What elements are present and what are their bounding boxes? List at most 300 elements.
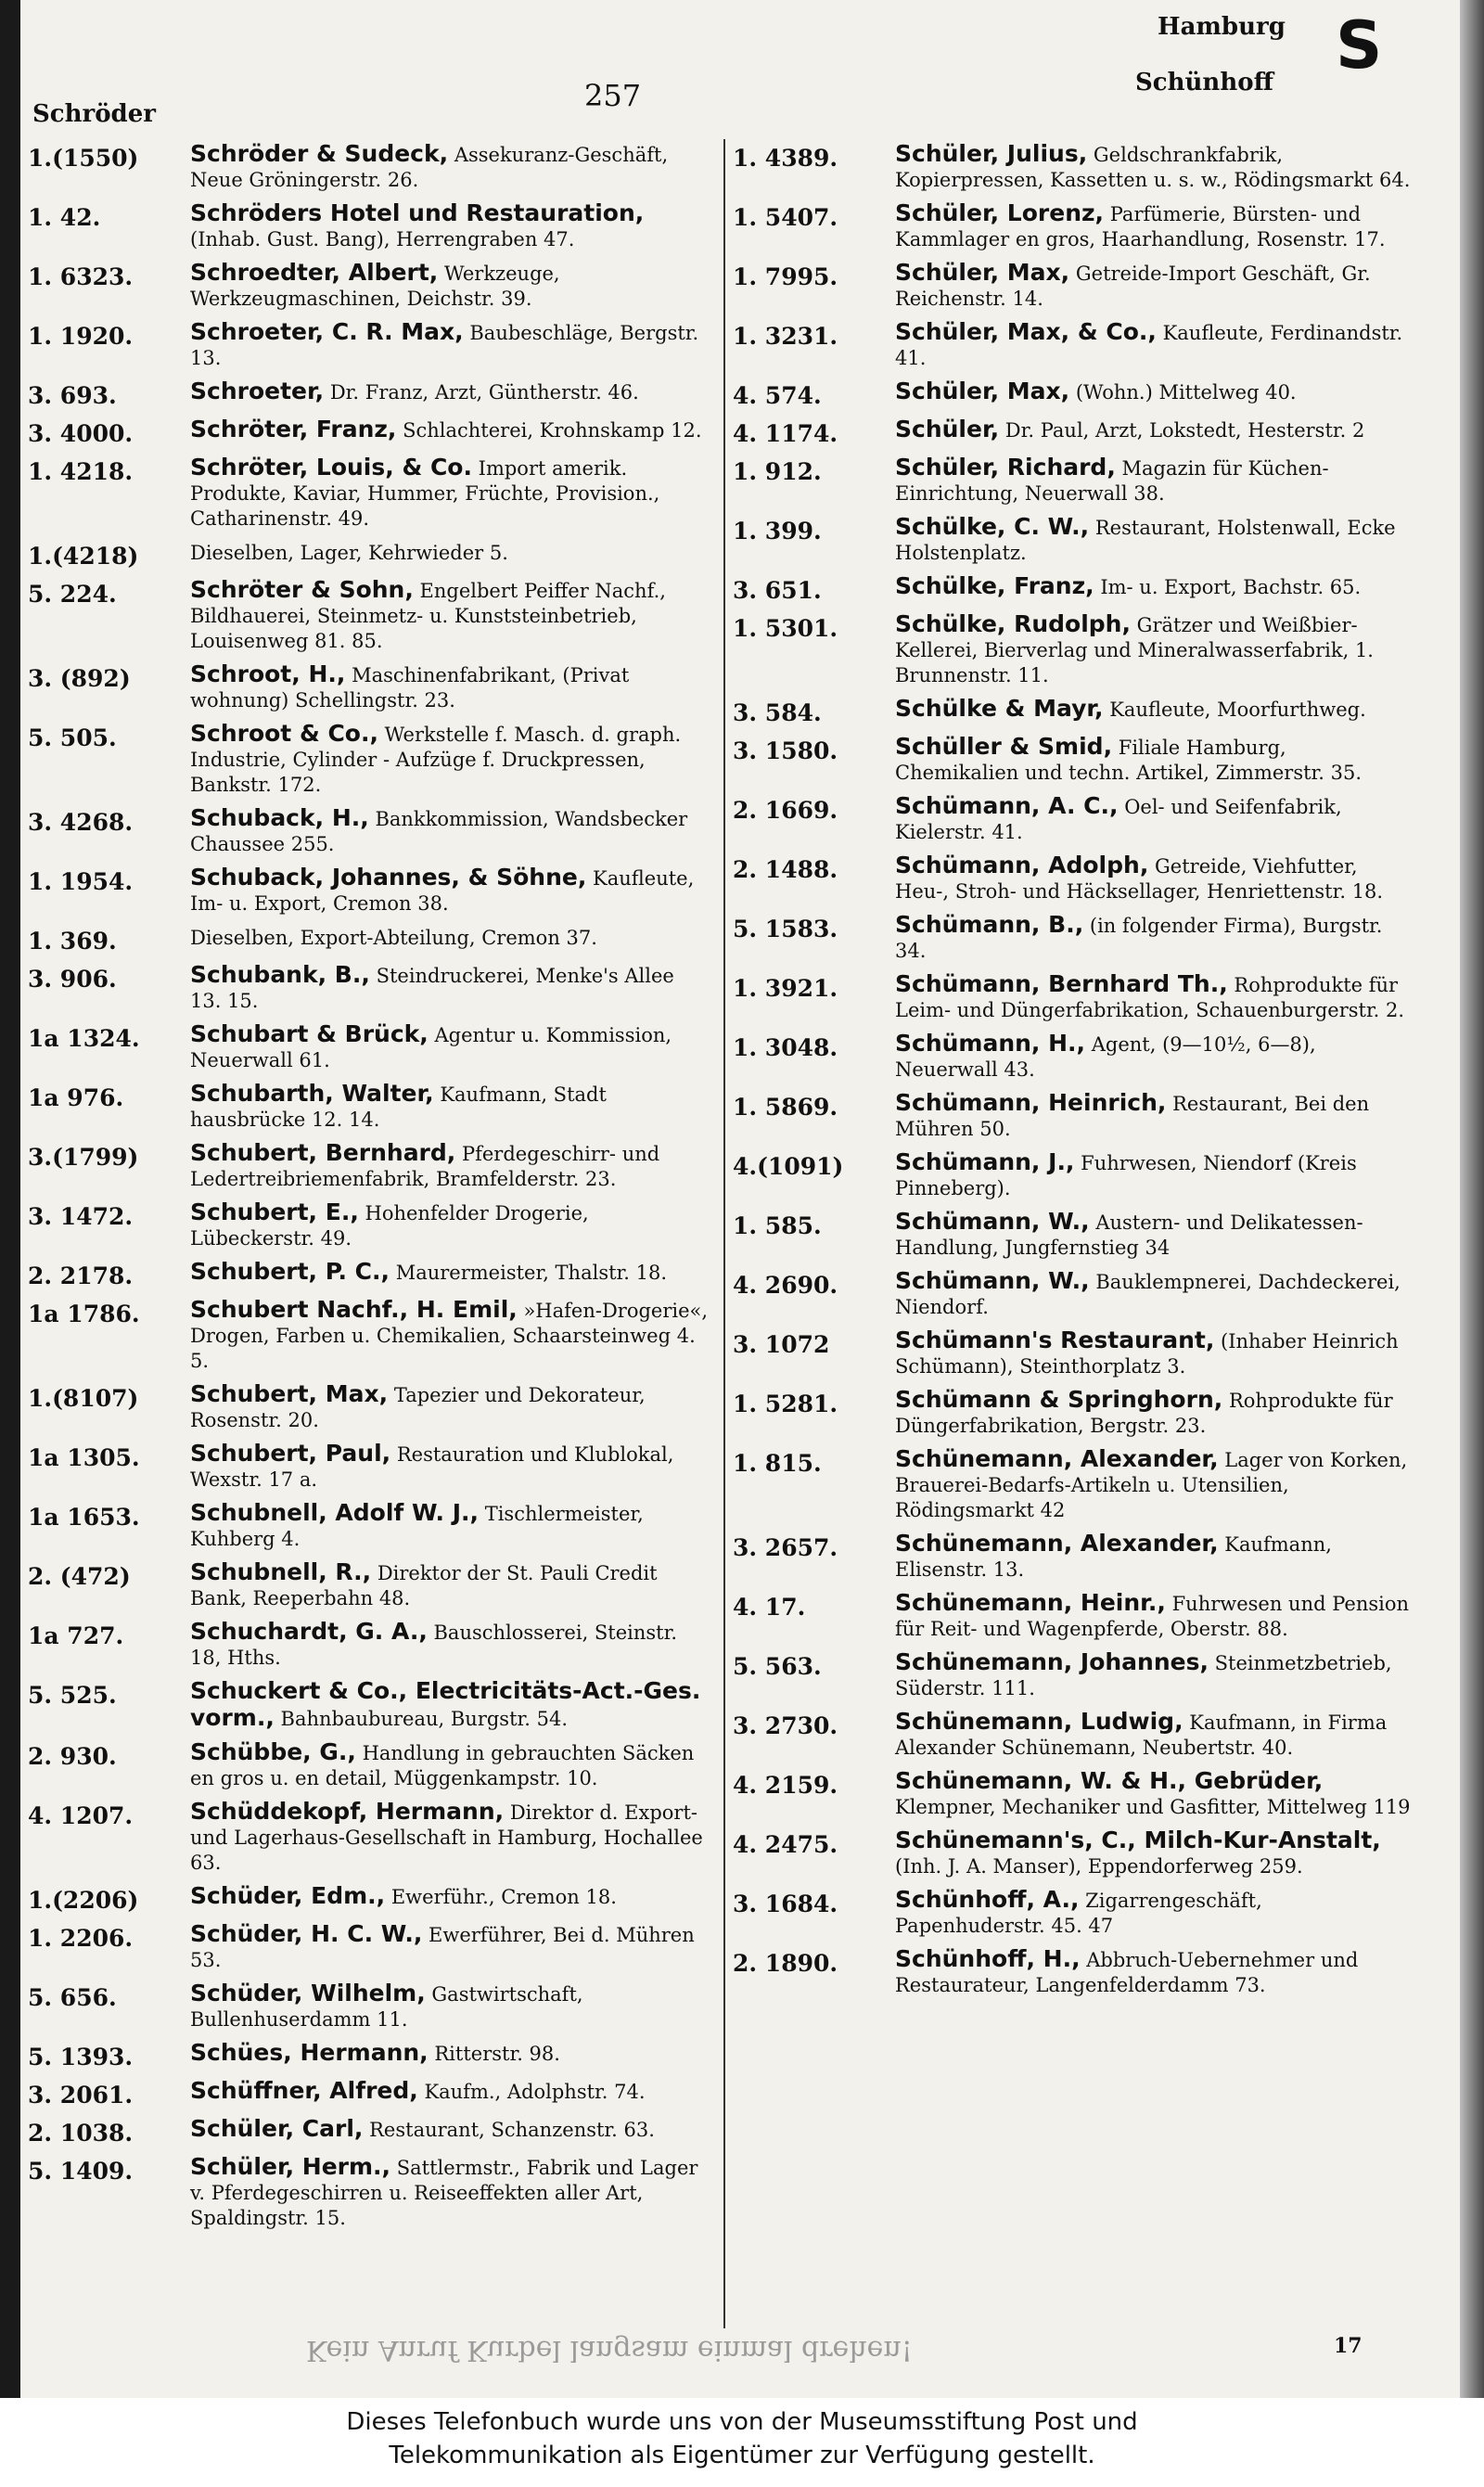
directory-entry: [28, 1799, 710, 1876]
entry-text: [190, 539, 710, 570]
phone-number: 1. 1920.: [28, 323, 134, 350]
entry-text: [895, 1887, 1415, 1939]
entry-name: Schümann & Springhorn,: [895, 1386, 1223, 1413]
entry-name: Schubnell, R.,: [190, 1558, 372, 1585]
directory-entry: [28, 577, 710, 654]
entry-text: [895, 1387, 1415, 1439]
entry-details: Baubeschläge, Bergstr. 13.: [190, 322, 699, 369]
entry-text: [190, 200, 710, 252]
entry-text: [895, 611, 1415, 688]
entry-name: Schüler, Julius,: [895, 140, 1088, 167]
entry-details: Geldschrankfabrik, Kopierpressen, Kassetten u. s. w., Rödingsmarkt 64.: [895, 144, 1411, 191]
directory-entry: [733, 1709, 1415, 1761]
entry-text: [895, 1090, 1415, 1142]
entry-details: Kaufleute, Ferdinandstr. 41.: [895, 322, 1403, 369]
entry-name: Schüler, Carl,: [190, 2115, 364, 2142]
entry-text: [895, 1827, 1415, 1879]
header-keyword: Schröder: [32, 100, 156, 128]
entry-name: Schümann, A. C.,: [895, 792, 1119, 819]
phone-number: 1.(4218): [28, 543, 139, 570]
entry-name: Schüffner, Alfred,: [190, 2077, 418, 2104]
entry-details: (Wohn.) Mittelweg 40.: [1075, 381, 1297, 404]
entry-details: Ritterstr. 98.: [434, 2043, 560, 2065]
entry-text: [190, 1381, 710, 1433]
directory-entry: [28, 260, 710, 312]
directory-entry: [733, 378, 1415, 409]
entry-details: Bankkommission, Wandsbecker Chaussee 255.: [190, 808, 688, 855]
directory-entry: [733, 696, 1415, 726]
phone-number: 2. 1890.: [733, 1950, 838, 1977]
header-city: Hamburg: [1158, 13, 1286, 41]
attribution-footer: [0, 2398, 1484, 2487]
phone-number: 1. 7995.: [733, 263, 838, 290]
entry-name: Schröter & Sohn,: [190, 576, 414, 603]
phone-number: 1a 1786.: [28, 1301, 140, 1327]
attribution-line-2: Telekommunikation als Eigentümer zur Verfügung gestellt.: [389, 2442, 1095, 2469]
entry-details: Dr. Paul, Arzt, Lokstedt, Hesterstr. 2: [1004, 419, 1365, 442]
footnote-strip: [28, 2330, 1456, 2371]
entry-text: [895, 793, 1415, 845]
entry-text: [190, 1559, 710, 1611]
entry-name: Schroedter, Albert,: [190, 259, 439, 286]
entry-name: Schüler, Max,: [895, 259, 1070, 286]
phone-number: 1a 1324.: [28, 1025, 140, 1052]
entry-name: Schümann, Bernhard Th.,: [895, 970, 1228, 997]
entry-details: Filiale Hamburg, Chemikalien und techn. Artikel, Zimmerstr. 35.: [895, 737, 1362, 784]
column-divider: [723, 139, 725, 2328]
entry-text: [895, 853, 1415, 904]
entry-text: [895, 260, 1415, 312]
entry-name: Schüder, H. C. W.,: [190, 1920, 423, 1947]
entry-text: [895, 200, 1415, 252]
page-number: 257: [584, 78, 642, 113]
entry-name: Schröder & Sudeck,: [190, 140, 449, 167]
directory-entry: [28, 2154, 710, 2231]
phone-number: 1. 585.: [733, 1212, 822, 1239]
entry-details: Schlachterei, Krohnskamp 12.: [403, 419, 702, 442]
phone-number: 3. 2061.: [28, 2082, 134, 2109]
phone-number: 2. 930.: [28, 1743, 117, 1770]
entry-name: Schümann, W.,: [895, 1208, 1090, 1235]
entry-details: Restaurant, Bei den Mühren 50.: [895, 1093, 1370, 1140]
entry-text: [190, 2078, 710, 2109]
directory-entry: [733, 1827, 1415, 1879]
entry-details: Im- u. Export, Bachstr. 65.: [1100, 576, 1362, 598]
phone-number: 2. 1038.: [28, 2120, 134, 2147]
entry-name: Schuchardt, G. A.,: [190, 1618, 428, 1645]
entry-name: Schroeter, C. R. Max,: [190, 318, 464, 345]
entry-name: Schüder, Edm.,: [190, 1882, 386, 1909]
entry-name: Schubert Nachf., H. Emil,: [190, 1296, 518, 1323]
entry-name: Schünhoff, A.,: [895, 1886, 1080, 1913]
phone-number: 1a 727.: [28, 1622, 124, 1649]
bleed-through-text: Kein Anruf Kurbel langsam einmal drehen!: [306, 2334, 913, 2366]
phone-number: 4. 2159.: [733, 1772, 838, 1799]
entry-details: Kaufleute, Moorfurthweg.: [1109, 699, 1366, 721]
phone-number: 2. 1488.: [733, 856, 838, 883]
entry-details: Getreide-Import Geschäft, Gr. Reichenstr. 14.: [895, 263, 1371, 310]
phone-number: 5. 1583.: [733, 916, 838, 942]
directory-entry: [733, 1531, 1415, 1583]
entry-name: Schröders Hotel und Restauration,: [190, 199, 645, 226]
directory-entry: [733, 734, 1415, 786]
entry-details: Agentur u. Kommission, Neuerwall 61.: [190, 1024, 672, 1071]
phone-number: 3. 1684.: [733, 1891, 838, 1917]
entry-text: [190, 661, 710, 713]
entry-details: Werkzeuge, Werkzeugmaschinen, Deichstr. 39.: [190, 263, 560, 310]
entry-details: Bahnbaubureau, Burgstr. 54.: [280, 1708, 568, 1730]
entry-text: [895, 319, 1415, 371]
phone-number: 3. 2730.: [733, 1712, 838, 1739]
entry-details: Oel- und Seifenfabrik, Kielerstr. 41.: [895, 796, 1342, 843]
phone-number: 1. 3231.: [733, 323, 838, 350]
directory-entry: [733, 417, 1415, 447]
directory-entry: [733, 1090, 1415, 1142]
entry-text: [190, 141, 710, 193]
phone-number: 4.(1091): [733, 1153, 844, 1180]
entry-text: [190, 1739, 710, 1791]
phone-number: 5. 1393.: [28, 2044, 134, 2070]
entry-name: Schünemann's, C., Milch-Kur-Anstalt,: [895, 1827, 1381, 1853]
directory-entry: [28, 661, 710, 713]
entry-details: Kaufmann, in Firma Alexander Schünemann, Neubertstr. 40.: [895, 1711, 1388, 1759]
entry-name: Schüler, Richard,: [895, 454, 1116, 481]
phone-number: 5. 656.: [28, 1984, 117, 2011]
directory-entry: [28, 141, 710, 193]
phone-number: 2. (472): [28, 1563, 131, 1590]
entry-name: Schünemann, Johannes,: [895, 1648, 1209, 1675]
directory-entry: [28, 1559, 710, 1611]
entry-text: [190, 805, 710, 857]
entry-details: Grätzer und Weißbier-Kellerei, Bierverlag und Mineralwasserfabrik, 1. Brunnenstr. 11.: [895, 614, 1374, 686]
directory-entry: [28, 1297, 710, 1374]
entry-name: Schües, Hermann,: [190, 2039, 429, 2066]
phone-number: 3.(1799): [28, 1144, 139, 1171]
entry-name: Schünemann, Ludwig,: [895, 1708, 1183, 1735]
entry-details: Maschinenfabrikant, (Privat wohnung) Schellingstr. 23.: [190, 664, 630, 711]
entry-text: [190, 1259, 710, 1289]
entry-details: Kaufleute, Im- u. Export, Cremon 38.: [190, 867, 695, 915]
left-column: [28, 141, 710, 2238]
header-letter: S: [1336, 7, 1383, 83]
entry-name: Schüler, Max, & Co.,: [895, 318, 1157, 345]
entry-details: Bauschlosserei, Steinstr. 18, Hths.: [190, 1622, 678, 1669]
phone-number: 1. 3048.: [733, 1034, 838, 1061]
entry-text: [190, 962, 710, 1014]
entry-text: [190, 721, 710, 798]
entry-details: Restaurant, Schanzenstr. 63.: [369, 2119, 655, 2141]
entry-name: Schübbe, G.,: [190, 1738, 356, 1765]
directory-entry: [733, 1887, 1415, 1939]
phone-number: 1. 4218.: [28, 458, 134, 485]
phone-number: 1a 1653.: [28, 1504, 140, 1531]
directory-entry: [28, 200, 710, 252]
directory-entry: [733, 1149, 1415, 1201]
phone-number: 1. 5407.: [733, 204, 838, 231]
page-mark: 17: [1334, 2334, 1362, 2358]
entry-text: [895, 573, 1415, 604]
entry-text: [895, 696, 1415, 726]
phone-number: 4. 1174.: [733, 420, 838, 447]
entry-name: Schubert, P. C.,: [190, 1258, 390, 1285]
entry-text: [895, 1768, 1415, 1820]
phone-number: 1.(8107): [28, 1385, 139, 1412]
phone-number: 1.(1550): [28, 145, 139, 172]
attribution-line-1: Dieses Telefonbuch wurde uns von der Museumsstiftung Post und: [346, 2408, 1138, 2436]
phone-number: 1. 5301.: [733, 615, 838, 642]
directory-entry: [733, 1446, 1415, 1523]
entry-text: [190, 577, 710, 654]
entry-name: Schülke, C. W.,: [895, 513, 1090, 540]
entry-text: [190, 1199, 710, 1251]
entry-text: [190, 1021, 710, 1073]
directory-entry: [733, 1209, 1415, 1261]
entry-name: Schubnell, Adolf W. J.,: [190, 1499, 480, 1526]
entry-text: [190, 1678, 710, 1732]
directory-entry: [28, 1619, 710, 1671]
entry-text: [190, 1500, 710, 1552]
directory-page: [28, 0, 1456, 2398]
entry-details: Direktor der St. Pauli Credit Bank, Reeperbahn 48.: [190, 1562, 658, 1609]
directory-entry: [28, 1381, 710, 1433]
directory-entry: [733, 319, 1415, 371]
right-column: [733, 141, 1415, 2006]
directory-entry: [733, 971, 1415, 1023]
entry-details: (Inhab. Gust. Bang), Herrengraben 47.: [190, 228, 575, 250]
entry-details: Werkstelle f. Masch. d. graph. Industrie, Cylinder - Aufzüge f. Druckpressen, Bankstr. 172.: [190, 724, 682, 796]
phone-number: 5. 505.: [28, 724, 117, 751]
entry-details: Fuhrwesen, Niendorf (Kreis Pinneberg).: [895, 1152, 1357, 1199]
entry-name: Schünemann, Alexander,: [895, 1445, 1219, 1472]
entry-text: [190, 2154, 710, 2231]
entry-name: Schümann, Adolph,: [895, 852, 1149, 878]
phone-number: 3. 1472.: [28, 1203, 134, 1230]
entry-name: Schroot, H.,: [190, 660, 346, 687]
entry-text: [895, 1649, 1415, 1701]
phone-number: 4. 2690.: [733, 1272, 838, 1299]
directory-entry: [733, 611, 1415, 688]
page-right-edge: [1460, 0, 1484, 2398]
entry-details: Tapezier und Dekorateur, Rosenstr. 20.: [190, 1384, 646, 1431]
directory-entry: [28, 1199, 710, 1251]
entry-details: Fuhrwesen und Pension für Reit- und Wagenpferde, Oberstr. 88.: [895, 1593, 1410, 1640]
entry-name: Schubert, Paul,: [190, 1440, 391, 1467]
entry-details: Dieselben, Export-Abteilung, Cremon 37.: [190, 927, 597, 949]
entry-name: Schubert, Max,: [190, 1380, 389, 1407]
entry-details: Hohenfelder Drogerie, Lübeckerstr. 49.: [190, 1202, 589, 1250]
phone-number: 1. 3921.: [733, 975, 838, 1002]
entry-name: Schüller & Smid,: [895, 733, 1113, 760]
phone-number: 1. 2206.: [28, 1925, 134, 1952]
entry-text: [895, 378, 1415, 409]
directory-entry: [733, 853, 1415, 904]
phone-number: 2. 2178.: [28, 1263, 134, 1289]
entry-details: Steinmetzbetrieb, Süderstr. 111.: [895, 1652, 1392, 1699]
entry-text: [895, 1327, 1415, 1379]
entry-details: Dieselben, Lager, Kehrwieder 5.: [190, 542, 508, 564]
entry-text: [190, 2116, 710, 2147]
entry-name: Schüler, Herm.,: [190, 2153, 391, 2180]
entry-text: [190, 1081, 710, 1133]
entry-text: [190, 1981, 710, 2032]
phone-number: 1. 1954.: [28, 868, 134, 895]
directory-entry: [733, 455, 1415, 506]
directory-entry: [28, 865, 710, 917]
entry-name: Schümann, B.,: [895, 911, 1084, 938]
entry-text: [895, 912, 1415, 964]
phone-number: 3. 4268.: [28, 809, 134, 836]
entry-text: [895, 1709, 1415, 1761]
entry-text: [190, 1619, 710, 1671]
entry-name: Schümann, J.,: [895, 1148, 1075, 1175]
phone-number: 1. 5869.: [733, 1094, 838, 1121]
entry-text: [895, 417, 1415, 447]
entry-details: Kaufm., Adolphstr. 74.: [424, 2081, 646, 2103]
entry-text: [190, 260, 710, 312]
entry-details: Restaurant, Holstenwall, Ecke Holstenplatz.: [895, 517, 1396, 564]
phone-number: 3. 584.: [733, 699, 822, 726]
header-range-end: Schünhoff: [1135, 69, 1273, 96]
entry-name: Schümann, H.,: [895, 1030, 1086, 1057]
phone-number: 1a 976.: [28, 1084, 124, 1111]
entry-text: [895, 455, 1415, 506]
phone-number: 4. 1207.: [28, 1802, 134, 1829]
phone-number: 5. 563.: [733, 1653, 822, 1680]
entry-text: [895, 1531, 1415, 1583]
directory-entry: [28, 378, 710, 409]
entry-details: Engelbert Peiffer Nachf., Bildhauerei, Steinmetz- u. Kunststeinbetrieb, Louisenweg 81. 85.: [190, 580, 666, 652]
directory-entry: [733, 1768, 1415, 1820]
entry-name: Schünemann, Heinr.,: [895, 1589, 1166, 1616]
entry-text: [190, 1297, 710, 1374]
entry-details: Sattlermstr., Fabrik und Lager v. Pferdegeschirren u. Reiseeffekten aller Art, Spaldingstr. 15.: [190, 2157, 698, 2229]
entry-details: Kaufmann, Stadt hausbrücke 12. 14.: [190, 1083, 607, 1131]
directory-entry: [733, 1387, 1415, 1439]
entry-text: [190, 319, 710, 371]
phone-number: 1. 5281.: [733, 1391, 838, 1417]
entry-name: Schuback, H.,: [190, 804, 369, 831]
directory-entry: [733, 573, 1415, 604]
entry-details: Ewerführer, Bei d. Mühren 53.: [190, 1924, 695, 1971]
entry-details: Abbruch-Uebernehmer und Restaurateur, Langenfelderdamm 73.: [895, 1949, 1359, 1996]
entry-text: [190, 865, 710, 917]
entry-details: (Inh. J. A. Manser), Eppendorferweg 259.: [895, 1855, 1303, 1878]
directory-entry: [28, 2078, 710, 2109]
phone-number: 3. 2657.: [733, 1534, 838, 1561]
directory-entry: [733, 260, 1415, 312]
entry-details: Agent, (9—10½, 6—8), Neuerwall 43.: [895, 1033, 1316, 1081]
phone-number: 1a 1305.: [28, 1444, 140, 1471]
entry-name: Schünemann, Alexander,: [895, 1530, 1219, 1557]
phone-number: 1. 912.: [733, 458, 822, 485]
phone-number: 5. 224.: [28, 581, 117, 608]
directory-entry: [28, 1739, 710, 1791]
entry-name: Schümann, W.,: [895, 1267, 1090, 1294]
phone-number: 1. 4389.: [733, 145, 838, 172]
entry-details: Lager von Korken, Brauerei-Bedarfs-Artikeln u. Utensilien, Rödingsmarkt 42: [895, 1449, 1408, 1521]
entry-details: Restauration und Klublokal, Wexstr. 17 a.: [190, 1443, 674, 1491]
entry-name: Schülke & Mayr,: [895, 695, 1104, 722]
entry-name: Schüler,: [895, 416, 1000, 442]
entry-name: Schubart & Brück,: [190, 1020, 429, 1047]
entry-text: [895, 1209, 1415, 1261]
entry-text: [895, 1946, 1415, 1998]
entry-details: Tischlermeister, Kuhberg 4.: [190, 1503, 644, 1550]
entry-details: Gastwirtschaft, Bullenhuserdamm 11.: [190, 1983, 583, 2031]
entry-name: Schüler, Lorenz,: [895, 199, 1105, 226]
entry-details: Dr. Franz, Arzt, Güntherstr. 46.: [329, 381, 639, 404]
directory-entry: [28, 1259, 710, 1289]
entry-details: Getreide, Viehfutter, Heu-, Stroh- und Häcksellager, Henriettenstr. 18.: [895, 855, 1384, 903]
entry-text: [190, 378, 710, 409]
entry-text: [190, 1921, 710, 1973]
phone-number: 1. 6323.: [28, 263, 134, 290]
entry-name: Schuback, Johannes, & Söhne,: [190, 864, 587, 891]
directory-entry: [28, 1441, 710, 1493]
directory-entry: [28, 1140, 710, 1192]
entry-details: Bauklempnerei, Dachdeckerei, Niendorf.: [895, 1271, 1401, 1318]
entry-name: Schülke, Franz,: [895, 572, 1094, 599]
directory-entry: [733, 1590, 1415, 1642]
entry-name: Schümann, Heinrich,: [895, 1089, 1167, 1116]
directory-entry: [28, 805, 710, 857]
entry-details: Zigarrengeschäft, Papenhuderstr. 45. 47: [895, 1890, 1262, 1937]
entry-text: [895, 1149, 1415, 1201]
entry-text: [895, 1268, 1415, 1320]
phone-number: 4. 2475.: [733, 1831, 838, 1858]
directory-entry: [28, 962, 710, 1014]
entry-name: Schroot & Co.,: [190, 720, 378, 747]
entry-name: Schümann's Restaurant,: [895, 1327, 1215, 1353]
directory-entry: [28, 2116, 710, 2147]
phone-number: 3. (892): [28, 665, 131, 692]
phone-number: 1.(2206): [28, 1887, 139, 1914]
phone-number: 3. 651.: [733, 577, 822, 604]
entry-text: [190, 2040, 710, 2070]
entry-text: [190, 455, 710, 532]
entry-text: [895, 1590, 1415, 1642]
entry-details: Import amerik. Produkte, Kaviar, Hummer, Früchte, Provision., Catharinenstr. 49.: [190, 457, 660, 530]
directory-entry: [733, 912, 1415, 964]
phone-number: 3. 906.: [28, 966, 117, 993]
entry-details: Ewerführ., Cremon 18.: [390, 1886, 617, 1908]
entry-details: Assekuranz-Geschäft, Neue Gröningerstr. 26.: [190, 144, 669, 191]
directory-entry: [733, 1649, 1415, 1701]
phone-number: 3. 693.: [28, 382, 117, 409]
entry-name: Schünemann, W. & H., Gebrüder,: [895, 1767, 1324, 1794]
entry-name: Schubert, E.,: [190, 1199, 359, 1225]
entry-text: [895, 141, 1415, 193]
phone-number: 5. 525.: [28, 1682, 117, 1709]
directory-entry: [28, 319, 710, 371]
entry-name: Schüddekopf, Hermann,: [190, 1798, 505, 1825]
directory-entry: [733, 514, 1415, 566]
entry-details: Kaufmann, Elisenstr. 13.: [895, 1533, 1332, 1581]
directory-entry: [28, 721, 710, 798]
phone-number: 1. 42.: [28, 204, 101, 231]
entry-details: Handlung in gebrauchten Säcken en gros u. en detail, Müggenkampstr. 10.: [190, 1742, 695, 1789]
phone-number: 3. 4000.: [28, 420, 134, 447]
entry-details: Klempner, Mechaniker und Gasfitter, Mittelweg 119: [895, 1796, 1411, 1818]
directory-entry: [28, 2040, 710, 2070]
entry-details: Parfümerie, Bürsten- und Kammlager en gros, Haarhandlung, Rosenstr. 17.: [895, 203, 1386, 250]
entry-name: Schubert, Bernhard,: [190, 1139, 456, 1166]
entry-name: Schüler, Max,: [895, 378, 1070, 404]
directory-entry: [28, 455, 710, 532]
entry-details: Magazin für Küchen-Einrichtung, Neuerwall 38.: [895, 457, 1329, 505]
entry-name: Schünhoff, H.,: [895, 1945, 1081, 1972]
directory-entry: [733, 1327, 1415, 1379]
